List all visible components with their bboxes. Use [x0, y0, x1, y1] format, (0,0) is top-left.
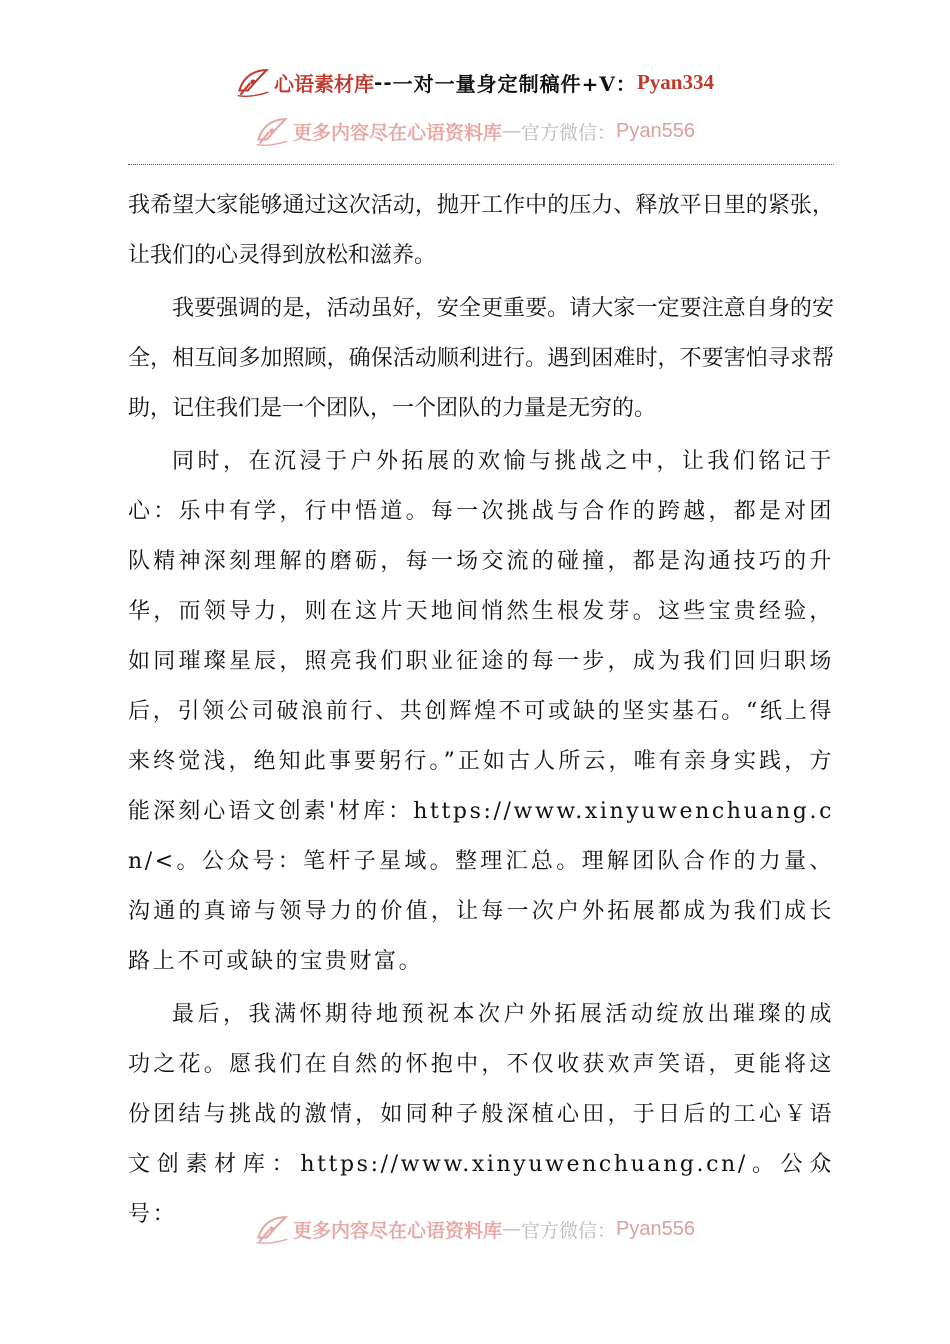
paragraph-2: 我要强调的是，活动虽好，安全更重要。请大家一定要注意自身的安全，相互间多加照顾，确保活动顺利进行。遇到困难时，不要害怕寻求帮助，记住我们是一个团队，一个团队的力量是无穷的。 [128, 296, 834, 421]
quill-pen-icon [255, 1212, 289, 1246]
document-body [128, 181, 834, 1243]
paragraph-1: 我希望大家能够通过这次活动，抛开工作中的压力、释放平日里的紧张，让我们的心灵得到放松和滋养。 [128, 193, 834, 268]
paragraph-3: 同时，在沉浸于户外拓展的欢愉与挑战之中，让我们铭记于心：乐中有学，行中悟道。每一次挑战与合作的跨越，都是对团队精神深刻理解的磨砺，每一场交流的碰撞，都是沟通技巧的升华，而领导力，则在这片天地间悄然生根发芽。这些宝贵经验，如同璀璨星辰，照亮我们职业征途的每一步，成为我们回归职场后，引领公司破浪前行、共创辉煌不可或缺的坚实基石。“纸上得来终觉浅，绝知此事要躬行。”正如古人所云，唯有亲身实践，方能深刻心语文创素'材库：https://www.xinyuwenchuang.cn/<。公众号：笔杆子星域。整理汇总。理解团队合作的力量、沟通的真谛与领导力的价值，让每一次户外拓展都成为我们成长路上不可或缺的宝贵财富。 [128, 449, 834, 974]
header-slogan: 一对一量身定制稿件+V： [392, 71, 637, 96]
footer-watermark-label: 官方微信： [521, 1219, 617, 1242]
footer-watermark [0, 1210, 950, 1248]
footer-watermark-code: Pyan556 [616, 1217, 695, 1240]
page-header [0, 62, 950, 102]
watermark-code: Pyan556 [616, 119, 695, 142]
header-separator: -- [374, 70, 393, 94]
header-watermark [0, 112, 950, 150]
watermark-text: 更多内容尽在心语资料库 [293, 121, 503, 144]
watermark-label: 官方微信： [521, 121, 617, 144]
footer-watermark-dash: — [502, 1218, 522, 1240]
header-contact: Pyan334 [636, 69, 714, 94]
header-brand: 心语素材库 [274, 71, 375, 96]
quill-pen-icon [255, 114, 289, 148]
header-divider [128, 164, 834, 165]
quill-pen-icon [236, 65, 270, 99]
footer-watermark-text: 更多内容尽在心语资料库 [293, 1219, 503, 1242]
paragraph-4: 最后，我满怀期待地预祝本次户外拓展活动绽放出璀璨的成功之花。愿我们在自然的怀抱中，不仅收获欢声笑语，更能将这份团结与挑战的激情，如同种子般深植心田，于日后的工心￥语文创素材库：https://www.xinyuwenchuang.cn/。公众号： [128, 1002, 834, 1227]
watermark-dash: — [502, 120, 522, 142]
